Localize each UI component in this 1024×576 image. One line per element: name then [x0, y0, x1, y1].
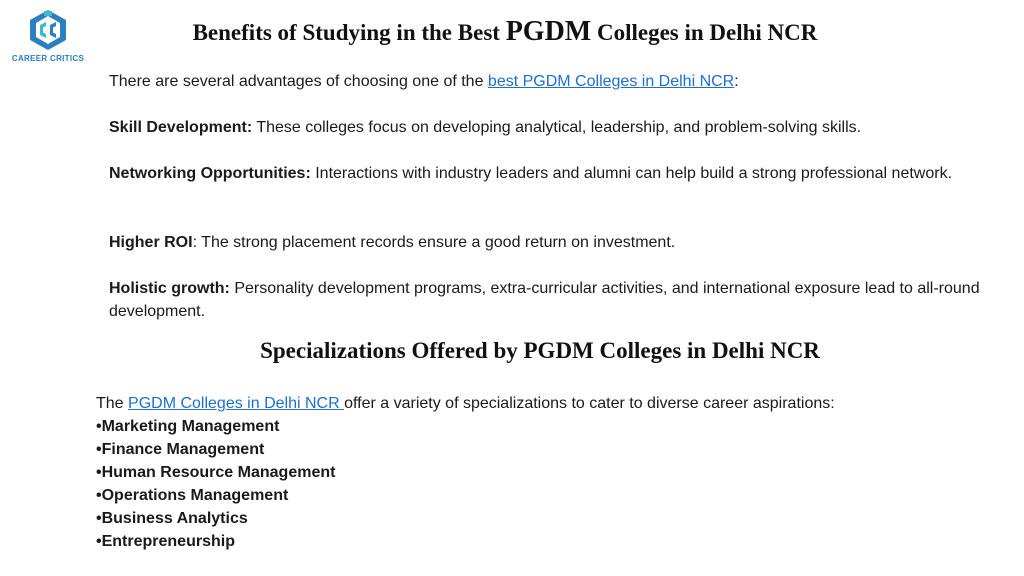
logo-text: CAREER CRITICS	[11, 54, 85, 63]
section-title-specializations: Specializations Offered by PGDM Colleges in Delhi NCR	[260, 338, 820, 363]
benefit-label: Holistic growth:	[109, 280, 230, 297]
benefit-holistic-growth	[109, 277, 989, 323]
list-item: •Human Resource Management	[96, 464, 336, 481]
benefit-networking	[109, 162, 989, 185]
specializations-block	[96, 392, 976, 553]
specs-intro-pre: The	[96, 395, 129, 412]
intro-text: There are several advantages of choosing one of the	[109, 73, 488, 90]
benefit-text: Interactions with industry leaders and alumni can help build a strong professional network.	[310, 165, 953, 182]
list-item: •Operations Management	[96, 487, 289, 504]
benefit-skill-development	[109, 116, 989, 139]
pgdm-colleges-link[interactable]: PGDM Colleges in Delhi NCR	[128, 395, 345, 412]
list-item: •Finance Management	[96, 441, 265, 458]
title-post: Colleges in Delhi NCR	[591, 20, 818, 45]
benefit-text: Personality development programs, extra-curricular activities, and international exposure lead to all-round development.	[109, 280, 980, 320]
benefit-label: Higher ROI	[109, 234, 193, 251]
specializations-intro	[96, 392, 976, 415]
list-item: •Business Analytics	[96, 510, 248, 527]
benefit-label: Skill Development:	[109, 119, 253, 136]
title-pre: Benefits of Studying in the Best	[192, 20, 506, 45]
list-item: •Entrepreneurship	[96, 533, 235, 550]
benefit-higher-roi	[109, 231, 989, 254]
best-pgdm-colleges-link[interactable]: best PGDM Colleges in Delhi NCR	[487, 73, 735, 90]
benefit-text: These colleges focus on developing analytical, leadership, and problem-solving skills.	[252, 119, 862, 136]
specializations-list	[96, 415, 976, 553]
title-pgdm: PGDM	[505, 16, 592, 47]
intro-end: :	[734, 73, 739, 90]
specs-intro-post: offer a variety of specializations to cater to diverse career aspirations:	[344, 395, 835, 412]
benefit-text: : The strong placement records ensure a good return on investment.	[192, 234, 676, 251]
intro-paragraph	[109, 70, 989, 93]
section-title-benefits	[0, 16, 1010, 48]
list-item: •Marketing Management	[96, 418, 280, 435]
benefit-label: Networking Opportunities:	[109, 165, 311, 182]
